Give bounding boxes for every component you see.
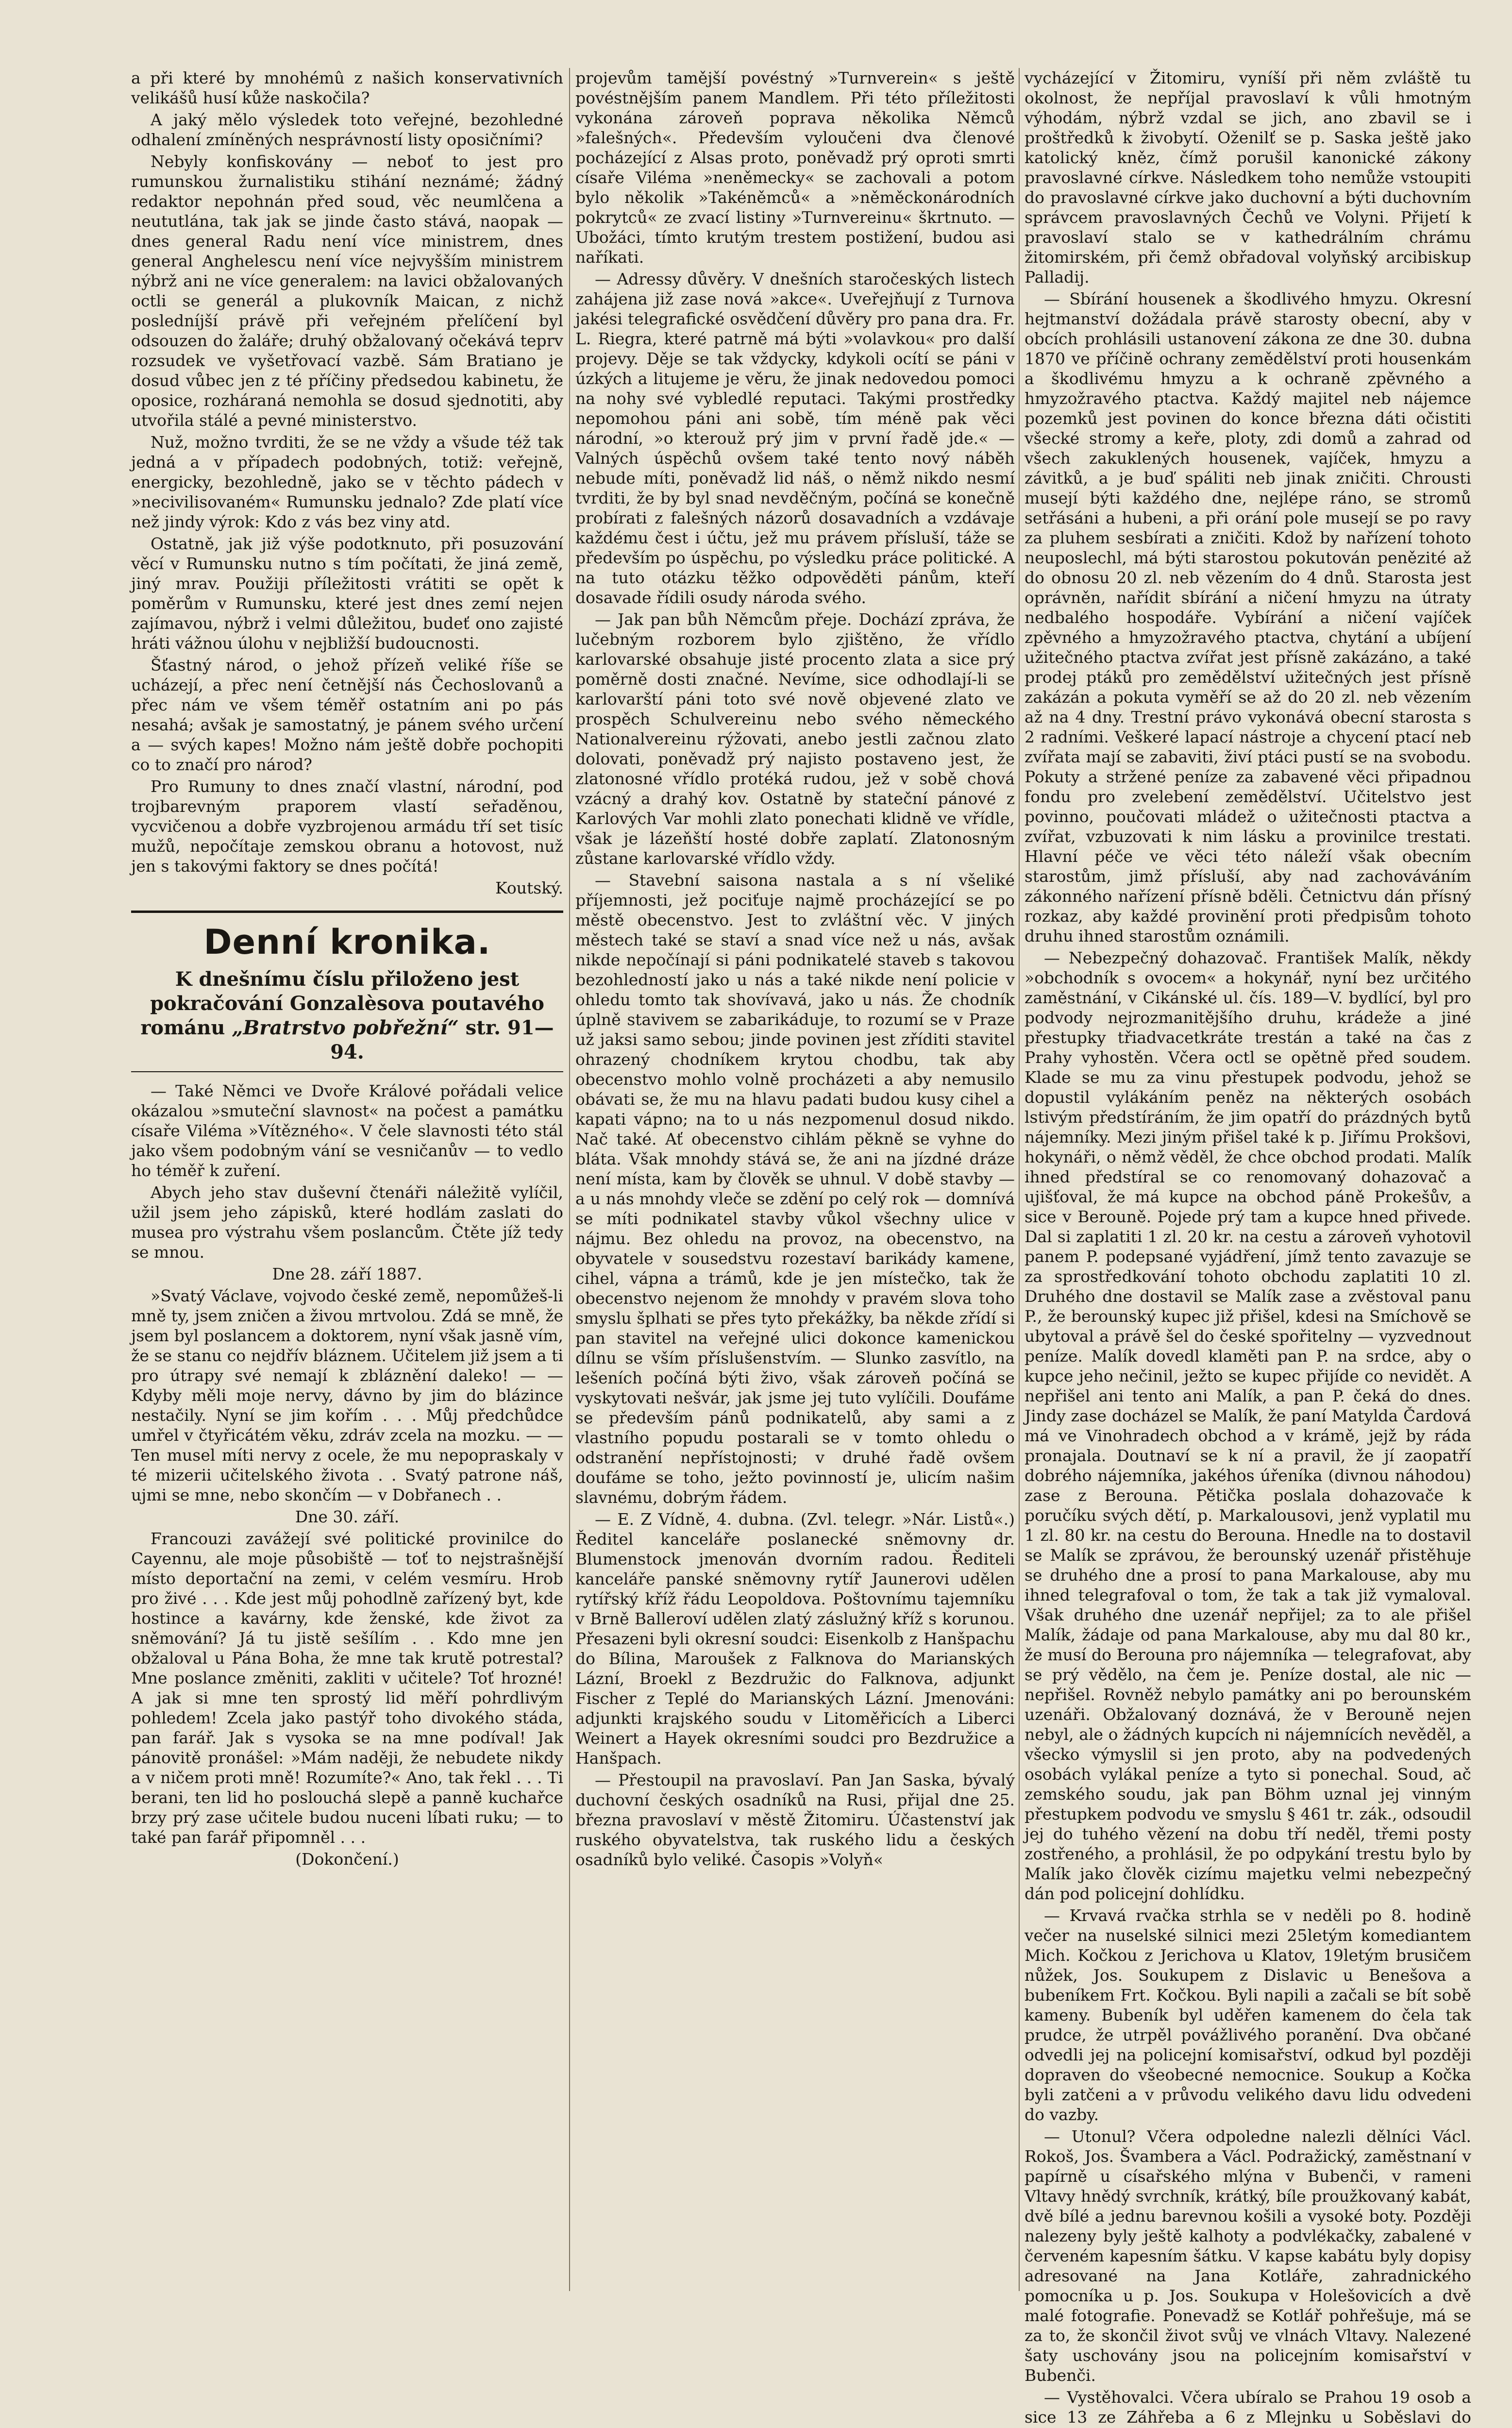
paragraph: projevům tamější povéstný »Turnverein« s ještě povéstnějším panem Mandlem. Při této příležitosti vykonána zároveň poprava několika Němců »falešných«. Především vyloučeni dva členové pocházející z Alsas proto, poněvadž prý oproti smrti císaře Viléma »neněmecky« se zachovali a potom bylo několik »Takéněmců« a »něměckonárodních pokrytců« ze zvací listiny »Turnvereinu« škrtnuto. — Ubožáci, tímto krutým trestem postižení, budou asi naříkati.	[575, 68, 1015, 267]
news-item: — Sbírání housenek a škodlivého hmyzu. Okresní hejtmanství dožádala právě starosty obecní, aby v obcích prohlásili ustanovení zákona ze dne 30. dubna 1870 ve příčině ochrany zemědělství proti housenkám a škodlivému hmyzu a k ochraně zpěvného a hmyzožravého ptactva. Každý majitel neb nájemce pozemků jest povinen do konce března dáti očistiti všecké stromy a keře, ploty, zdi domů a zahrad od všech zakuklených housenek, vajíček, hmyzu a závitků, a je buď spáliti neb jinak zničiti. Chrousti musejí býti každého dne, nejlépe ráno, se stromů setřásáni a hubeni, a při orání pole musejí se po ravy za pluhem sesbírati a zničiti. Kdož by nařízení tohoto neuposlechl, má býti starostou pokutován penězité až do obnosu 20 zl. neb vězením do 4 dnů. Starosta jest oprávněn, nařídit sbírání a ničení hmyzu na útraty nedbalého hospodáře. Vybírání a ničení vajíček zpěvného a hmyzožravého ptactva, chytání a ubíjení užitečného ptactva zvířat jest přísně zakázáno, a také prodej ptáků pro zemědělství užitečných jest přísně zakázán a pokuta vyměří se až do 20 zl. neb vězením až na 4 dny. Trestní právo vykonává obecní starosta s 2 radními. Veškeré lapací nástroje a chycení ptací neb zvířata mají se zabaviti, živí ptáci pustí se na svobodu. Pokuty a stržené peníze za zabavené věci připadnou fondu pro zvelebení zemědělství. Učitelstvo jest povinno, poučovati mládež o užitečnosti ptactva a zvířat, vzbuzovati k nim lásku a provinilce trestati. Hlavní péče ve věci této náleží však obecním starostům, jimž přísluší, aby nad zachováváním zákonného nařízení přísně bděli. Četnictvu dán přísný rozkaz, aby každé provinění proti předpisům tohoto druhu ihned starostům oznámili.	[1025, 289, 1471, 945]
column-divider	[1019, 68, 1020, 2291]
rule	[131, 1071, 563, 1072]
paragraph: »Svatý Václave, vojvodo české země, nepomůžeš-li mně ty, jsem zničen a živou mrtvolou. Zdá se mně, že jsem byl poslancem a doktorem, nyní však jasně vím, že se stanu co nejdřív bláznem. Učitelem již jsem a ti pro útrapy své nemají k zbláznění daleko! — — Kdyby měli moje nervy, dávno by jim do blázince nestačily. Nyní se jim kořím . . . Můj předchůdce umřel v čtyřicátém věku, zdráv zcela na mozku. — — Ten musel míti nervy z ocele, že mu nepopraskaly v té mizerii učitelského života . . Svatý patrone náš, ujmi se mne, nebo skončím — v Dobřanech . .	[131, 1286, 563, 1504]
supplement-pages: str. 91—94.	[330, 1016, 554, 1063]
paragraph: Nebyly konfiskovány — neboť to jest pro rumunskou žurnalistiku stihání neznámé; žádný redaktor nepohnán před soud, věc neumlčena a neututlána, tak jak se jinde často stává, naopak — dnes general Radu není více ministrem, dnes general Anghelescu není více nejvyšším ministrem nýbrž ani ne více generalem: na lavici obžalovaných octli se generál a plukovník Maican, z nichž posledníjší právě při veřejném přelíčení byl odsouzen do žaláře; druhý obžalovaný očekává teprv rozsudek ve vyšetřovací vazbě. Sám Bratiano je dosud vůbec jen z té příčiny předsedou kabinetu, že oposice, rozháraná nemohla se dosud sjednotiti, aby utvořila stálé a pevné ministerstvo.	[131, 152, 563, 430]
paragraph: Abych jeho stav duševní čtenáři náležitě vylíčil, užil jsem jeho zápisků, které hodlám zaslati do musea pro výstrahu všem poslancům. Čtěte jíž tedy se mnou.	[131, 1183, 563, 1262]
paragraph: Ostatně, jak již výše podotknuto, při posuzování věcí v Rumunsku nutno s tím počítati, že jiná země, jiný mrav. Použiji příležitosti vrátiti se opět k poměrům v Rumunsku, které jest dnes zemí nejen zajímavou, nýbrž i velmi důležitou, budeť ono zajisté hráti vážnou úlohu v nejbližší budoucnosti.	[131, 534, 563, 653]
supplement-notice	[131, 967, 563, 1064]
diary-date: Dne 30. září.	[295, 1507, 400, 1526]
news-item: — Vystěhovalci. Včera ubíralo se Prahou 19 osob a sice 13 ze Záhřeba a 6 z Mlejnku u Soběslavi do	[1025, 2388, 1471, 2427]
continuation-note: (Dokončení.)	[295, 1850, 399, 1869]
paragraph: vycházející v Žitomiru, vyníší při něm zvláště tu okolnost, že nepříjal pravoslaví k vůli hmotným výhodám, nýbrž vzdal se jich, ano zbavil se i proštředků k živobytí. Oženilť se p. Saska ještě jako katolický kněz, čímž porušil kanonické zákony pravoslavné církve. Následkem toho nemůže vstoupiti do pravoslavné církve jako duchovní a býti duchovním správcem pravoslavných Čechů ve Volyni. Přijetí k pravoslaví stalo se v kathedrálním chrámu žitomirském, při čemž obřadoval volyňský arcibiskup Palladij.	[1025, 68, 1471, 287]
paragraph: A jaký mělo výsledek toto veřejné, bezohledné odhalení zmíněných nesprávností listy oposičními?	[131, 110, 563, 149]
column-divider	[569, 68, 570, 2291]
supplement-text: K dnešnímu číslu přiloženo jest pokračování Gonzalèsova poutavého románu	[140, 968, 544, 1039]
paragraph: a při které by mnohémû z našich konservativních velikášů husí kůže naskočila?	[131, 68, 563, 107]
news-item: — Přestoupil na pravoslaví. Pan Jan Saska, bývalý duchovní českých osadníků na Rusi, přijal dne 25. března pravoslaví v městě Žitomiru. Účastenství jak ruského obyvatelstva, tak ruského lidu a českých osadníků bylo veliké. Časopis »Volyň«	[575, 1770, 1015, 1869]
news-item: — Jak pan bůh Němcům přeje. Dochází zpráva, že lučebným rozborem bylo zjištěno, že vřídlo karlovarské obsahuje jisté procento zlata a sice prý poměrně dosti značné. Nevíme, sice odhodlají-li se karlovarští páni toto své nově objevené zlato ve prospěch Schulvereinu nebo svého německého Nationalvereinu rýžovati, anebo jestli začnou zlato dolovati, poněvadž prý najisto postaveno jest, že zlatonosné vřídlo protéká rudou, jež v sobě chová vzácný a drahý kov. Ostatně by stateční pánové z Karlových Var mohli zlato ponechati klidně ve vřídle, však je lázeňští hosté dobře zaplatí. Zlatonosným zůstane karlovarské vřídlo vždy.	[575, 610, 1015, 868]
section-title: Denní kronika.	[203, 922, 491, 962]
news-item: — Utonul? Včera odpoledne nalezli dělníci Václ. Rokoš, Jos. Švambera a Václ. Podražický, zaměstnaní v papírně u císařského mlýna v Bubenči, v rameni Vltavy hnědý svrchník, krátký, bíle proužkovaný kabát, dvě bílé a jednu barevnou košili a vysoké boty. Později nalezeny byly ještě kalhoty a podvlékačky, zabalené v červeném kapesním šátku. V kapse kabátu byly dopisy adresované na Jana Kotláře, zahradnického pomocníka u p. Jos. Soukupa v Holešovicích a dvě malé fotografie. Ponevadž se Kotlář pohřešuje, má se za to, že skončil život svůj ve vlnách Vltavy. Nalezené šaty uschovány jsou na policejním komisařství v Bubenči.	[1025, 2127, 1471, 2385]
news-item: — Také Němci ve Dvoře Králové pořádali velice okázalou »smuteční slavnost« na počest a památku císaře Viléma »Vítězného«. V čele slavnosti této stál jako všem podobným vání se vesničanův — to vedlo ho téměř k zuření.	[131, 1081, 563, 1180]
news-item: — Krvavá rvačka strhla se v neděli po 8. hodině večer na nuselské silnici mezi 25letým komediantem Mich. Kočkou z Jerichova u Klatov, 19letým brusičem nůžek, Jos. Soukupem z Dislavic u Benešova a bubeníkem Frt. Kočkou. Byli napili a začali se bít sobě kameny. Bubeník byl uděřen kamenem do čela tak prudce, že utrpěl povážlivého poranění. Dva občané odvedli jej na policejní komisařství, odkud byl později dopraven do všeobecné nemocnice. Soukup a Kočka byli zatčeni a v průvodu velikého davu lidu odvedeni do vazby.	[1025, 1906, 1471, 2124]
column-3	[1025, 68, 1471, 2427]
news-item: — E. Z Vídně, 4. dubna. (Zvl. telegr. »Nár. Listů«.) Ředitel kanceláře poslanecké sněmovny dr. Blumenstock jmenován dvorním radou. Řediteli kanceláře panské sněmovny rytíř Jaunerovi udělen rytířský kříž řádu Leopoldova. Poštovnímu tajemníku v Brně Balleroví udělen zlatý záslužný kříž s korunou. Přesazeni byli okresní soudci: Eisenkolb z Hanšpachu do Bílina, Maroušek z Falknova do Marianských Lázní, Broekl z Bezdružic do Falknova, adjunkt Fischer z Teplé do Marianských Lázní. Jmenováni: adjunkti krajského soudu v Litoměřicích a Liberci Weinert a Hayek okresními soudci pro Bezdružice a Hanšpach.	[575, 1510, 1015, 1768]
news-item: — Stavební saisona nastala a s ní všeliké příjemnosti, jež pociťuje najmě procházející se po městě obecenstvo. Jest to zvláštní věc. V jiných městech také se staví a snad více než u nás, avšak nikde nepočínají si páni podnikatelé staveb s takovou bezohledností jako u nás a také nikde není policie v ohledu tomto tak shovívavá, jako u nás. Že chodník úplně stavivem se zabarikáduje, to rozumí se v Praze už jaksi samo sebou; jinde povinen jest zříditi stavitel ohrazený chodníkem krytou chodbu, tak aby obecenstvo mohlo volně procházeti a aby nemusilo obávati se, že mu na hlavu padati budou kusy cihel a kapati vápno; na to u nás nezpomenul dosud nikdo. Nač také. Ať obecenstvo cihlám pěkně se vyhne do bláta. Však mnohdy stává se, že ani na jízdné dráze není místa, kam by člověk se uhnul. V době stavby — a u nás mnohdy vleče se zdění po celý rok — domnívá se míti podnikatel stavby vůkol všechny ulice v nájmu. Bez ohledu na provoz, na obecenstvo, na obyvatele v sousedstvu rozestaví barikády kamene, cihel, vápna a trámů, kde je jen místečko, tak že obecenstvo nejenom že mnohdy v pravém slova toho smyslu šplhati se přes tyto překážky, ba někde zřídí si pan stavitel na veřejné ulici dokonce kamenickou dílnu se vším příslušenstvím. — Slunko zasvítlo, na lešeních počíná býti živo, však zároveň počíná se vyskytovati nešvár, jak jsme jej tuto vylíčili. Doufáme se především pánů podnikatelů, aby sami a z vlastního popudu postarali se v tomto ohledu o odstranění nepřístojnosti; v druhé řadě ovšem doufáme se toho, ježto povinností je, ulicím našim slavnému, dobrým řádem.	[575, 871, 1015, 1507]
section-rule	[131, 910, 563, 913]
paragraph: Pro Rumuny to dnes značí vlastní, národní, pod trojbarevným praporem vlastí seřaděnou, vycvičenou a dobře vyzbrojenou armádu tří set tisíc mužů, nepočítaje zemskou obranu a hotovost, nuž jen s takovými faktory se dnes počítá!	[131, 777, 563, 876]
column-2	[575, 68, 1015, 2291]
news-item: — Nebezpečný dohazovač. František Malík, někdy »obchodník s ovocem« a hokynář, nyní bez určitého zaměstnání, v Cikánské ul. čís. 189—V. bydlící, byl pro podvody nejrozmanitějšího druhu, krádeže a jiné přestupky třiadvacetkráte trestán a také na čas z Prahy vyhostěn. Včera octl se opětně před soudem. Klade se mu za vinu přestupek podvodu, jehož se dopustil vylákáním peněz na některých osobách lstivým předstíráním, že jim opatří do prázdných bytů nájemníky. Mezi jiným přišel také k p. Jiřímu Prokšovi, hokynáři, o němž věděl, že chce obchod prodati. Malík ihned předstíral se co renomovaný dohazovač a ujišťoval, že má kupce na obchod páně Prokešův, a sice v Berouně. Pojede prý tam a kupce hned přivede. Dal si zaplatiti 1 zl. 20 kr. na cestu a zároveň vyhotovil panem P. podepsané vyjádření, jímž tento zavazuje se za sprostředkování tohoto obchodu zaplatiti 10 zl. Druhého dne dostavil se Malík zase a zvěstoval panu P., že berounský kupec již přišel, kdesi na Smíchově se ubytoval a právě šel do české spořitelny — vyzvednout peníze. Malík dovedl klaměti pan P. na srdce, aby o kupce jeho nečinil, ježto se kupec přijíde co nevidět. A nepřišel ani tento ani Malík, a pan P. čeká do dnes. Jindy zase docházel se Malík, že paní Matylda Čardová má ve Vinohradech obchod a v krámě, jejž by ráda pronajala. Doutnaví se k ní a pravil, že jí zaopatří dobrého nájemníka, jakéhos úřeníka (divnou náhodou) zase z Berouna. Pětička poslala dohazovače k poručíku svých dětí, p. Markalousovi, jenž vyplatil mu 1 zl. 80 kr. na cestu do Berouna. Hnedle na to dostavil se Malík se zprávou, že berounský uzenář přistěhuje se druhého dne a prosí to pana Markalouse, aby mu ihned telegrafoval o tom, že tak a tak již vymaloval. Však druhého dne uzenář nepřijel; za to ale přišel Malík, žádaje od pana Markalouse, aby mu dal 80 kr., že musí do Berouna pro nájemníka — telegrafovat, aby se prý vědělo, na čem je. Peníze dostal, ale nic — nepřišel. Rovněž nebylo památky ani po berounském uzenáři. Obžalovaný doznává, že v Berouně nejen nebyl, ale o žádných kupcích ni nájemnících nevěděl, a všecko výmyslil si jen proto, aby na podvedených osobách vylákal peníze a tyto si ponechal. Soud, ač zemského soudu, jak pan Böhm uznal jej vinným přestupkem podvodu ve smyslu § 461 tr. zák., odsoudil jej do tuhého vězení na dobu tří neděl, třemi posty zostřeného, a prohlásil, že po odpykání trestu bylo by Malík jako člověk cizímu majetku velmi nebezpečný dán pod policejní dohlídku.	[1025, 948, 1471, 1903]
paragraph: Francouzi zavážejí své politické provinilce do Cayennu, ale moje působiště — toť to nejstrašnější místo deportační na zemi, v celém vesmíru. Hrob pro živé . . . Kde jest můj pohodlně zařízený byt, kde hostince a kavárny, kde ženské, kde život za sněmování? Já tu jistě sešílím . . Kdo mne jen obžaloval u Pána Boha, že mne tak krutě potrestal? Mne poslance změniti, zakliti v učitele? Toť hrozné! A jak si mne ten sprostý lid měří pohrdlivým pohledem! Zcela jako pastýř toho divokého stáda, pan farář. Jak s vysoka se na mne podíval! Jak pánovitě pronášel: »Mám naději, že nebudete nikdy a v ničem proti mně! Rozumíte?« Ano, tak řekl . . . Ti berani, ten lid ho poslouchá slepě a panně kuchařce brzy prý zase učitele budou nuceni líbati ruku; — to také pan farář připomněl . . .	[131, 1529, 563, 1847]
author-signature: Koutský.	[495, 878, 563, 897]
column-1	[131, 68, 563, 2291]
paragraph: Nuž, možno tvrditi, že se ne vždy a všude též tak jedná a v případech podobných, totiž: veřejně, energicky, bezohledně, jako se v těchto pádech v »necivilisovaném« Rumunsku jednalo? Zde platí více než jindy výrok: Kdo z vás bez viny atd.	[131, 433, 563, 531]
paragraph: Šťastný národ, o jehož přízeň veliké říše se ucházejí, a přec není četnější nás Čechoslovanů a přec nám ve všem téměř ostatním ani po pás nesahá; avšak je samostatný, je pánem svého určení a — svých kapes! Možno nám ještě dobře pochopiti co to značí pro národ?	[131, 656, 563, 774]
diary-date: Dne 28. září 1887.	[272, 1265, 422, 1283]
novel-title: „Bratrstvo pobřežní“	[232, 1016, 459, 1039]
news-item: — Adressy důvěry. V dnešních staročeských listech zahájena již zase nová »akce«. Uveřejňují z Turnova jakési telegrafické osvědčení důvěry pro pana dra. Fr. L. Riegra, které patrně má býti »volavkou« pro další projevy. Děje se tak vždycky, kdykoli ocítí se páni v úzkých a litujeme je věru, že jinak nedovedou pomoci na nohy své vybledlé reputaci. Takými prostředky nepomohou páni ani sobě, tím méně pak věci národní, »o kterouž prý jim v první řadě jde.« — Valných úspěchů ovšem také tento nový náběh nebude míti, poněvadž lid náš, o němž nikdo nesmí tvrditi, že by byl snad nevděčným, počíná se konečně probírati z falešných názorů dosavadních a vzdávaje každému čest i účtu, jež mu právem přísluší, táže se především po úspěchu, po výsledku práce politické. A na tuto otázku těžko odpověděti pánům, kteří dosavade řídili osudy národa svého.	[575, 270, 1015, 607]
